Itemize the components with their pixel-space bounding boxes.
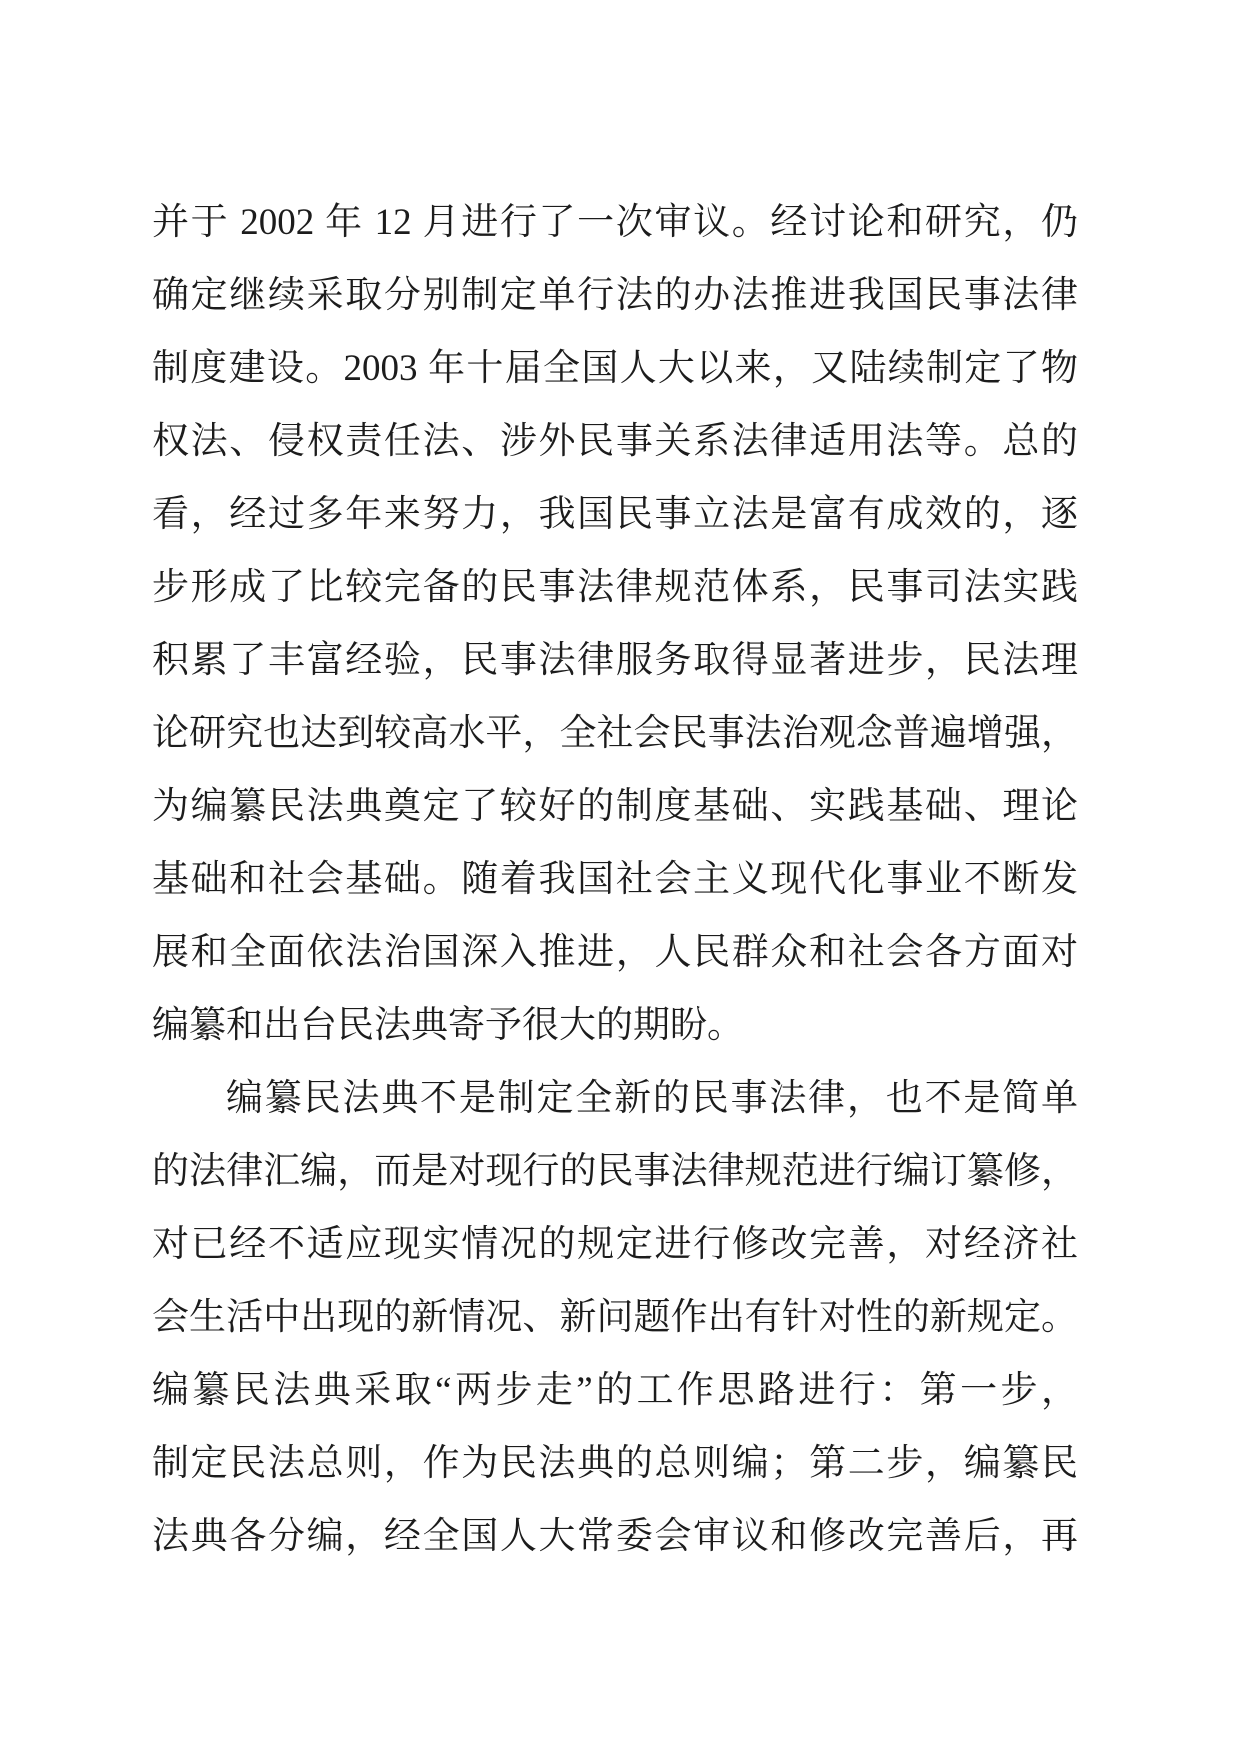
text-line: 对已经不适应现实情况的规定进行修改完善，对经济社 <box>152 1224 1078 1265</box>
text-line: 编纂和出台民法典寄予很大的期盼。 <box>152 1005 744 1046</box>
text-line: 论研究也达到较高水平，全社会民事法治观念普遍增强， <box>152 713 1078 754</box>
text-line: 编纂民法典采取“两步走”的工作思路进行：第一步， <box>152 1370 1078 1411</box>
text-line: 确定继续采取分别制定单行法的办法推进我国民事法律 <box>152 275 1078 316</box>
document-body <box>152 186 1078 1573</box>
text-line: 制度建设。2003 年十届全国人大以来，又陆续制定了物 <box>152 348 1078 389</box>
text-line: 步形成了比较完备的民事法律规范体系，民事司法实践 <box>152 567 1078 608</box>
text-line: 制定民法总则，作为民法典的总则编；第二步，编纂民 <box>152 1443 1078 1484</box>
text-line: 法典各分编，经全国人大常委会审议和修改完善后，再 <box>152 1516 1078 1557</box>
text-line: 并于 2002 年 12 月进行了一次审议。经讨论和研究，仍 <box>152 202 1078 243</box>
text-line: 权法、侵权责任法、涉外民事关系法律适用法等。总的 <box>152 421 1078 462</box>
text-line: 编纂民法典不是制定全新的民事法律，也不是简单 <box>226 1078 1078 1119</box>
text-line: 积累了丰富经验，民事法律服务取得显著进步，民法理 <box>152 640 1078 681</box>
text-line: 基础和社会基础。随着我国社会主义现代化事业不断发 <box>152 859 1078 900</box>
text-line: 展和全面依法治国深入推进，人民群众和社会各方面对 <box>152 932 1078 973</box>
text-line: 的法律汇编，而是对现行的民事法律规范进行编订纂修， <box>152 1151 1078 1192</box>
text-line: 会生活中出现的新情况、新问题作出有针对性的新规定。 <box>152 1297 1078 1338</box>
text-line: 看，经过多年来努力，我国民事立法是富有成效的，逐 <box>152 494 1078 535</box>
text-line: 为编纂民法典奠定了较好的制度基础、实践基础、理论 <box>152 786 1078 827</box>
